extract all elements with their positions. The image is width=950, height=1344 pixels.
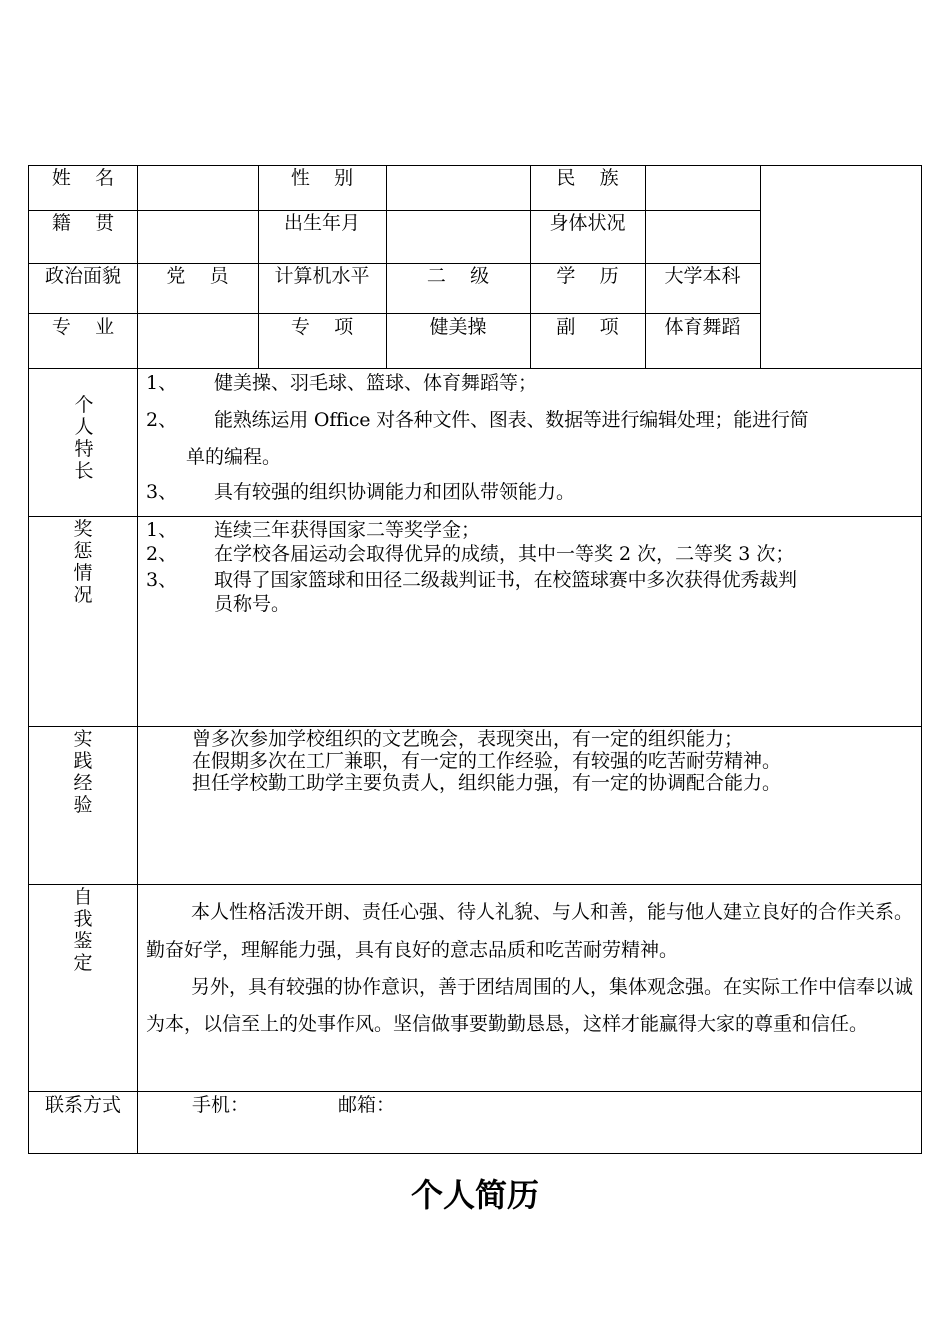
practice-line-3: 担任学校勤工助学主要负责人，组织能力强，有一定的协调配合能力。: [192, 772, 782, 794]
skills-item-2-num: 2、: [146, 409, 178, 431]
minor-value: 体育舞蹈: [664, 316, 741, 338]
page-title: 个人简历: [410, 1176, 539, 1214]
ethnicity-label: 民 族: [556, 167, 619, 189]
awards-item-3-num: 3、: [146, 569, 178, 591]
awards-item-1-num: 1、: [146, 519, 178, 541]
birth-label: 出生年月: [283, 212, 360, 234]
political-value: 党 员: [166, 265, 229, 287]
education-value: 大学本科: [664, 265, 741, 287]
awards-item-1-text: 连续三年获得国家二等奖学金；: [214, 519, 481, 541]
name-label: 姓 名: [51, 167, 115, 189]
self-eval-label: 自我鉴定: [73, 886, 93, 974]
skills-item-2-text: 能熟练运用 Office 对各种文件、图表、数据等进行编辑处理；能进行简: [214, 409, 809, 431]
awards-item-2-num: 2、: [146, 543, 178, 565]
gender-label: 性 别: [290, 167, 354, 189]
computer-value: 二 级: [426, 265, 490, 287]
phone-label: 手机：: [192, 1094, 250, 1116]
contact-label: 联系方式: [44, 1094, 121, 1116]
health-label: 身体状况: [549, 212, 626, 234]
major-label: 专 业: [51, 316, 115, 338]
skills-label: 个人特长: [74, 394, 94, 482]
skills-item-3-text: 具有较强的组织协调能力和团队带领能力。: [214, 481, 576, 503]
skills-item-1-text: 健美操、羽毛球、篮球、体育舞蹈等；: [214, 372, 538, 394]
self-eval-paragraph-2: 另外，具有较强的协作意识，善于团结周围的人，集体观念强。在实际工作中信奉以诚为本，以信至上的处事作风。坚信做事要勤勤恳恳，这样才能赢得大家的尊重和信任。: [146, 976, 914, 1035]
specialty-value: 健美操: [429, 316, 487, 338]
email-label: 邮箱：: [338, 1094, 396, 1116]
specialty-label: 专 项: [290, 316, 354, 338]
practice-line-2: 在假期多次在工厂兼职，有一定的工作经验，有较强的吃苦耐劳精神。: [192, 750, 782, 772]
awards-item-3-text: 取得了国家篮球和田径二级裁判证书，在校篮球赛中多次获得优秀裁判: [214, 569, 797, 591]
computer-label: 计算机水平: [274, 265, 370, 287]
self-eval-paragraph-1: 本人性格活泼开朗、责任心强、待人礼貌、与人和善，能与他人建立良好的合作关系。勤奋好学，理解能力强，具有良好的意志品质和吃苦耐劳精神。: [146, 901, 914, 961]
practice-line-1: 曾多次参加学校组织的文艺晚会，表现突出，有一定的组织能力；: [192, 728, 744, 750]
minor-label: 副 项: [556, 316, 619, 338]
native-place-label: 籍 贯: [51, 212, 115, 234]
political-label: 政治面貌: [44, 265, 121, 287]
practice-label: 实践经验: [73, 728, 93, 816]
awards-label: 奖惩情况: [73, 518, 93, 606]
skills-item-1-num: 1、: [146, 372, 178, 394]
skills-item-3-num: 3、: [146, 481, 178, 503]
skills-item-2-cont: 单的编程。: [186, 446, 282, 468]
awards-item-3-cont: 员称号。: [214, 593, 291, 615]
education-label: 学 历: [556, 265, 619, 287]
awards-item-2-text: 在学校各届运动会取得优异的成绩，其中一等奖 2 次，二等奖 3 次；: [214, 543, 795, 565]
